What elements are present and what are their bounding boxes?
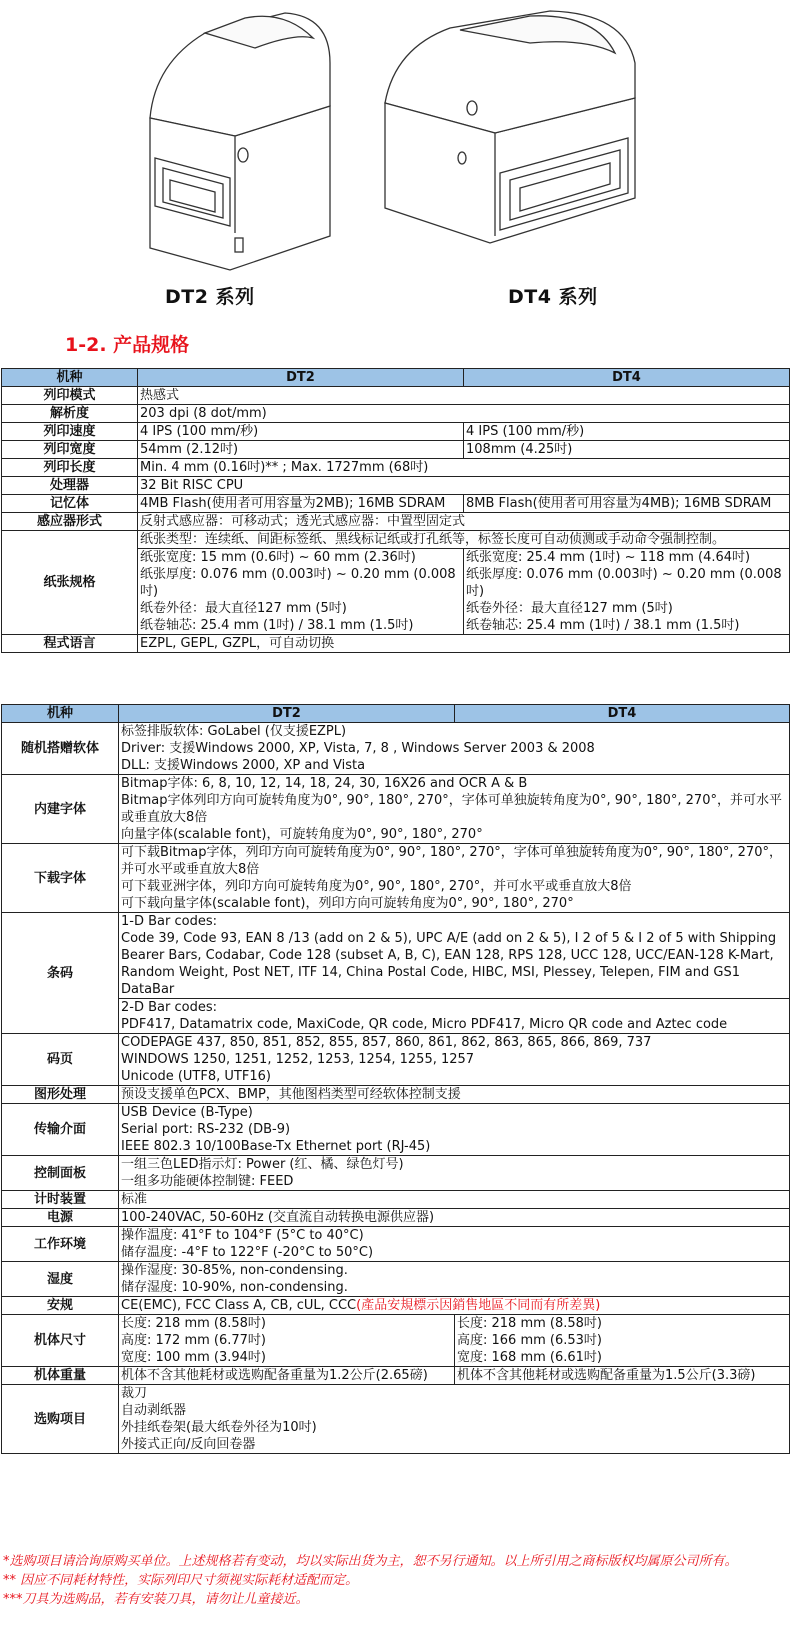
table-row (2, 1191, 790, 1209)
media-line: 纸张厚度: 0.076 mm (0.003吋) ~ 0.20 mm (0.008吋) (466, 567, 782, 599)
text-line: 外挂纸卷架(最大纸卷外径为10吋) (121, 1420, 317, 1435)
row-label: 湿度 (2, 1262, 119, 1297)
text-line: 可下载向量字体(scalable font)，列印方向可旋转角度为0°, 90°, 180°, 270° (121, 896, 574, 911)
row-label: 列印速度 (2, 423, 138, 441)
text-line: 外接式正向/反向回卷器 (121, 1437, 256, 1452)
cell-value (119, 723, 790, 775)
table-row (2, 477, 790, 495)
cell-value: 100-240VAC, 50-60Hz (交直流自动转换电源供应器) (119, 1209, 790, 1227)
cell-value: 热感式 (138, 387, 790, 405)
table-header-row (2, 369, 790, 387)
cell-value: 反射式感应器：可移动式；透光式感应器：中置型固定式 (138, 513, 790, 531)
cell-value: EZPL, GEPL, GZPL，可自动切换 (138, 635, 790, 653)
cell-value: 203 dpi (8 dot/mm) (138, 405, 790, 423)
media-line: 纸张宽度: 15 mm (0.6吋) ~ 60 mm (2.36吋) (140, 550, 416, 565)
cell-dt2: 4 IPS (100 mm/秒) (138, 423, 464, 441)
cell-value (119, 1297, 790, 1315)
cell-value (119, 1262, 790, 1297)
text-line: Serial port: RS-232 (DB-9) (121, 1122, 291, 1137)
text-line: 长度: 218 mm (8.58吋) (121, 1316, 267, 1331)
row-label: 随机搭赠软体 (2, 723, 119, 775)
printer-dt4-illustration-icon (380, 8, 645, 248)
table-row (2, 1227, 790, 1262)
text-line: Bitmap字体: 6, 8, 10, 12, 14, 18, 24, 30, 16X26 and OCR A & B (121, 776, 528, 791)
table-header-row (2, 705, 790, 723)
cell-value (119, 1156, 790, 1191)
text-line: 高度: 166 mm (6.53吋) (457, 1333, 603, 1348)
text-line: PDF417, Datamatrix code, MaxiCode, QR code, Micro PDF417, Micro QR code and Aztec code (121, 1017, 728, 1032)
row-label: 纸张规格 (2, 531, 138, 635)
text-line: 一组三色LED指示灯: Power (红、橘、绿色灯号) (121, 1157, 404, 1172)
row-label: 感应器形式 (2, 513, 138, 531)
cell-dt2 (138, 549, 464, 635)
text-line: CODEPAGE 437, 850, 851, 852, 855, 857, 860, 861, 862, 863, 865, 866, 869, 737 (121, 1035, 652, 1050)
cell-value: 标准 (119, 1191, 790, 1209)
spec-table-2 (1, 704, 790, 1454)
text-line: 标签排版软体: GoLabel (仅支援EZPL) (121, 724, 347, 739)
row-label: 列印宽度 (2, 441, 138, 459)
printer-dt2-illustration-icon (135, 8, 360, 273)
cell-dt4: 机体不含其他耗材或选购配备重量为1.5公斤(3.3磅) (455, 1367, 790, 1385)
header-model: 机种 (2, 705, 119, 723)
cell-value: 32 Bit RISC CPU (138, 477, 790, 495)
text-line: WINDOWS 1250, 1251, 1252, 1253, 1254, 1255, 1257 (121, 1052, 475, 1067)
table-row (2, 459, 790, 477)
spec-table-1 (1, 368, 790, 653)
row-label: 内建字体 (2, 775, 119, 844)
text-line: 储存温度: -4°F to 122°F (-20°C to 50°C) (121, 1245, 374, 1260)
table-row (2, 1209, 790, 1227)
header-dt2: DT2 (138, 369, 464, 387)
text-line: IEEE 802.3 10/100Base-Tx Ethernet port (RJ-45) (121, 1139, 431, 1154)
row-label: 工作环境 (2, 1227, 119, 1262)
agency-note: (產品安規標示因銷售地區不同而有所差異) (356, 1298, 601, 1313)
printer-caption-dt2: DT2 系列 (165, 286, 255, 308)
table-row (2, 513, 790, 531)
table-row (2, 1385, 790, 1454)
text-line: Unicode (UTF8, UTF16) (121, 1069, 271, 1084)
media-line: 纸张厚度: 0.076 mm (0.003吋) ~ 0.20 mm (0.008吋) (140, 567, 456, 599)
row-label: 机体重量 (2, 1367, 119, 1385)
row-label: 传输介面 (2, 1104, 119, 1156)
table-row (2, 441, 790, 459)
table-row (2, 405, 790, 423)
media-line: 纸张宽度: 25.4 mm (1吋) ~ 118 mm (4.64吋) (466, 550, 751, 565)
table-row (2, 999, 790, 1034)
table-row (2, 775, 790, 844)
text-line: 储存湿度: 10-90%, non-condensing. (121, 1280, 348, 1295)
cell-value (119, 913, 790, 999)
cell-dt2: 54mm (2.12吋) (138, 441, 464, 459)
cell-dt4: 108mm (4.25吋) (464, 441, 790, 459)
cell-value (119, 1385, 790, 1454)
table-row (2, 1297, 790, 1315)
footnotes (3, 1552, 789, 1609)
cell-value (119, 844, 790, 913)
text-line: 操作温度: 41°F to 104°F (5°C to 40°C) (121, 1228, 364, 1243)
text-line: 向量字体(scalable font)，可旋转角度为0°, 90°, 180°, 270° (121, 827, 483, 842)
table-row (2, 635, 790, 653)
table-row (2, 1262, 790, 1297)
row-label: 选购项目 (2, 1385, 119, 1454)
printer-illustrations (0, 0, 790, 325)
media-line: 纸卷外径：最大直径127 mm (5吋) (140, 601, 347, 616)
table-row (2, 423, 790, 441)
cell-dt4 (455, 1315, 790, 1367)
row-label: 安规 (2, 1297, 119, 1315)
text-line: 长度: 218 mm (8.58吋) (457, 1316, 603, 1331)
footnote: ***刀具为选购品，若有安装刀具，请勿让儿童接近。 (3, 1592, 309, 1607)
text-line: 宽度: 168 mm (6.61吋) (457, 1350, 603, 1365)
cell-dt2: 4MB Flash(使用者可用容量为2MB); 16MB SDRAM (138, 495, 464, 513)
text-line: 可下载亚洲字体，列印方向可旋转角度为0°, 90°, 180°, 270°，并可水平或垂直放大8倍 (121, 879, 632, 894)
row-label: 列印长度 (2, 459, 138, 477)
text-line: 裁刀 (121, 1386, 148, 1401)
table-row (2, 844, 790, 913)
table-row (2, 495, 790, 513)
text-line: Code 39, Code 93, EAN 8 /13 (add on 2 & 5), UPC A/E (add on 2 & 5), I 2 of 5 & I 2 of 5 with Shipping Bearer Bars, Codabar, Code 128 (subset A, B, C), EAN 128, RPS 128, UCC 128, UCC/EAN-128 K-Mart, Random Weight, Post NET, ITF 14, China Postal Code, HIBC, MSI, Plessey, Telepen, FIM and GS1 DataBar (121, 931, 777, 997)
cell-value (119, 1104, 790, 1156)
row-label: 机体尺寸 (2, 1315, 119, 1367)
table-row (2, 723, 790, 775)
row-label: 解析度 (2, 405, 138, 423)
agency-value: CE(EMC), FCC Class A, CB, cUL, CCC (121, 1298, 357, 1313)
row-label: 图形处理 (2, 1086, 119, 1104)
cell-value: Min. 4 mm (0.16吋)** ; Max. 1727mm (68吋) (138, 459, 790, 477)
cell-value (119, 1034, 790, 1086)
header-dt4: DT4 (455, 705, 790, 723)
table-row (2, 1104, 790, 1156)
table-row (2, 1367, 790, 1385)
row-label: 下载字体 (2, 844, 119, 913)
cell-dt2: 机体不含其他耗材或选购配备重量为1.2公斤(2.65磅) (119, 1367, 455, 1385)
text-line: 操作湿度: 30-85%, non-condensing. (121, 1263, 348, 1278)
table-row (2, 531, 790, 549)
table-row (2, 913, 790, 999)
media-line: 纸卷轴芯: 25.4 mm (1吋) / 38.1 mm (1.5吋) (140, 618, 414, 633)
cell-dt4: 8MB Flash(使用者可用容量为4MB); 16MB SDRAM (464, 495, 790, 513)
row-label: 控制面板 (2, 1156, 119, 1191)
header-dt2: DT2 (119, 705, 455, 723)
row-label: 条码 (2, 913, 119, 1034)
row-label: 码页 (2, 1034, 119, 1086)
text-line: USB Device (B-Type) (121, 1105, 253, 1120)
text-line: 一组多功能硬体控制键: FEED (121, 1174, 294, 1189)
section-title: 1-2. 产品规格 (65, 334, 190, 356)
text-line: 高度: 172 mm (6.77吋) (121, 1333, 267, 1348)
table-row (2, 387, 790, 405)
table-row (2, 1034, 790, 1086)
text-line: 自动剥纸器 (121, 1403, 187, 1418)
row-label: 列印模式 (2, 387, 138, 405)
cell-value: 预设支援单色PCX、BMP，其他图档类型可经软体控制支援 (119, 1086, 790, 1104)
text-line: 1-D Bar codes: (121, 914, 217, 929)
table-row (2, 1315, 790, 1367)
header-model: 机种 (2, 369, 138, 387)
row-label: 处理器 (2, 477, 138, 495)
cell-dt4 (464, 549, 790, 635)
media-line: 纸卷外径：最大直径127 mm (5吋) (466, 601, 673, 616)
cell-value (119, 999, 790, 1034)
row-label: 记忆体 (2, 495, 138, 513)
cell-value: 纸张类型：连续纸、间距标签纸、黑线标记纸或打孔纸等，标签长度可自动侦测或手动命令强制控制。 (138, 531, 790, 549)
cell-dt2 (119, 1315, 455, 1367)
text-line: DLL: 支援Windows 2000, XP and Vista (121, 758, 366, 773)
table-row (2, 1086, 790, 1104)
table-row (2, 1156, 790, 1191)
row-label: 计时装置 (2, 1191, 119, 1209)
printer-caption-dt4: DT4 系列 (508, 286, 598, 308)
text-line: Bitmap字体列印方向可旋转角度为0°, 90°, 180°, 270°，字体可单独旋转角度为0°, 90°, 180°, 270°，并可水平或垂直放大8倍 (121, 793, 782, 825)
header-dt4: DT4 (464, 369, 790, 387)
text-line: 可下载Bitmap字体，列印方向可旋转角度为0°, 90°, 180°, 270°，字体可单独旋转角度为0°, 90°, 180°, 270°，并可水平或垂直放大8倍 (121, 845, 782, 877)
text-line: Driver: 支援Windows 2000, XP, Vista, 7, 8 , Windows Server 2003 & 2008 (121, 741, 595, 756)
text-line: 宽度: 100 mm (3.94吋) (121, 1350, 267, 1365)
cell-value (119, 1227, 790, 1262)
footnote: ** 因应不同耗材特性，实际列印尺寸须视实际耗材适配而定。 (3, 1573, 359, 1588)
cell-dt4: 4 IPS (100 mm/秒) (464, 423, 790, 441)
row-label: 程式语言 (2, 635, 138, 653)
text-line: 2-D Bar codes: (121, 1000, 217, 1015)
cell-value (119, 775, 790, 844)
media-line: 纸卷轴芯: 25.4 mm (1吋) / 38.1 mm (1.5吋) (466, 618, 740, 633)
footnote: *选购项目请洽询原购买单位。上述规格若有变动，均以实际出货为主，恕不另行通知。以上所引用之商标版权均属原公司所有。 (3, 1554, 738, 1569)
row-label: 电源 (2, 1209, 119, 1227)
